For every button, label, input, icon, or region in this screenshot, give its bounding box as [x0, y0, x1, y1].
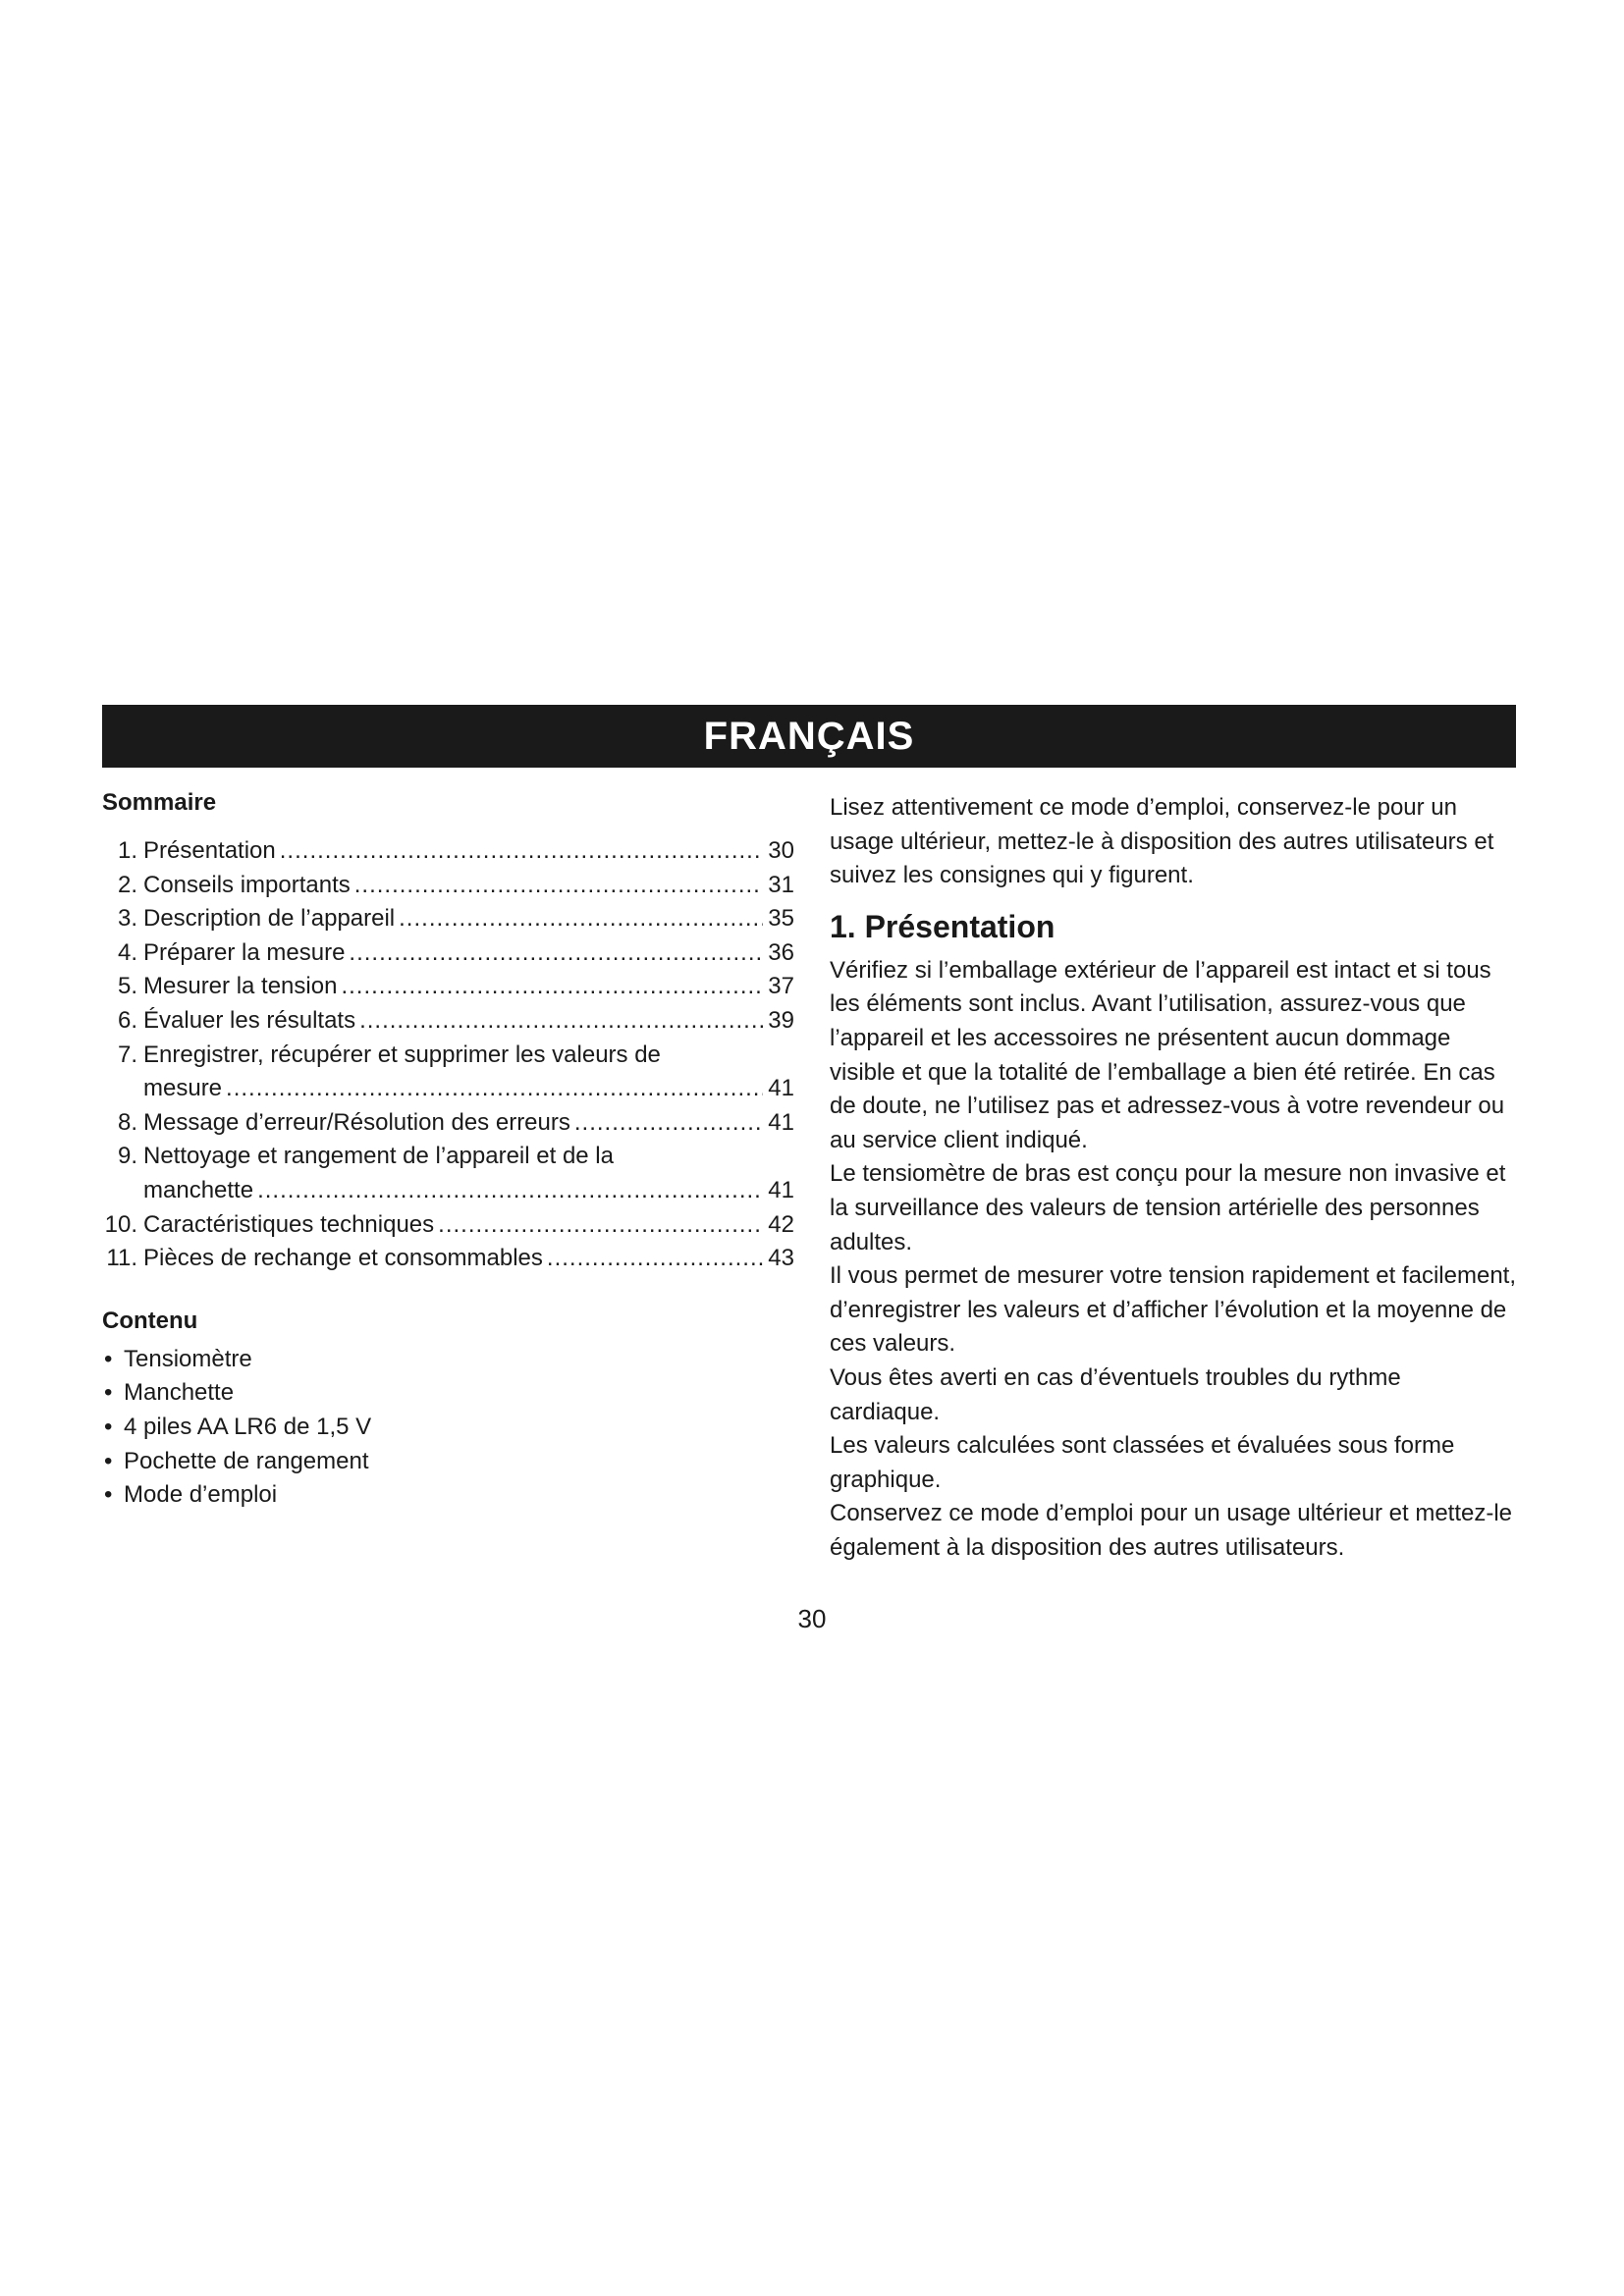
- toc-entry-title: Description de l’appareil: [143, 905, 396, 933]
- toc-dot-leader: [354, 869, 763, 903]
- toc-entry: [102, 1208, 794, 1243]
- toc-entry: [102, 869, 794, 903]
- toc-entry: [102, 902, 794, 936]
- toc-entry-number: 6.: [117, 1006, 137, 1034]
- toc-entry: [102, 970, 794, 1004]
- page-number: 30: [797, 1604, 827, 1633]
- toc-dot-leader: [226, 1072, 763, 1106]
- toc-entry-title: manchette: [143, 1176, 254, 1203]
- left-column: [102, 785, 794, 1513]
- toc-dot-leader: [438, 1208, 763, 1243]
- toc-entry: [102, 1140, 794, 1207]
- section-body: [830, 954, 1517, 1566]
- toc-dot-leader: [399, 902, 763, 936]
- language-banner: [102, 705, 1516, 768]
- toc-entry-number: 1.: [117, 837, 137, 864]
- contents-heading: Contenu: [102, 1307, 198, 1334]
- toc-entry-page: 31: [768, 871, 794, 898]
- banner-title: FRANÇAIS: [703, 714, 915, 758]
- toc-dot-leader: [359, 1004, 763, 1039]
- toc-entry-page: 39: [768, 1006, 794, 1034]
- toc-entry-title: Présentation: [143, 837, 276, 864]
- body-paragraph: Vous êtes averti en cas d’éventuels troubles du rythme cardiaque.: [830, 1363, 1401, 1425]
- toc-entry-page: 35: [768, 905, 794, 933]
- toc-entry-page: 41: [768, 1075, 794, 1102]
- toc-entry: [102, 936, 794, 971]
- toc-dot-leader: [341, 970, 763, 1004]
- toc-entry: [102, 834, 794, 869]
- toc-entry: [102, 1106, 794, 1141]
- right-column: [830, 791, 1517, 1565]
- toc-entry-number: 9.: [117, 1143, 137, 1170]
- toc-entry-title: Évaluer les résultats: [143, 1006, 356, 1034]
- body-paragraph: Le tensiomètre de bras est conçu pour la mesure non invasive et la surveillance des valeurs de tension artérielle des personnes adultes.: [830, 1160, 1506, 1255]
- toc-dot-leader: [280, 834, 763, 869]
- toc-entry-number: 2.: [117, 871, 137, 898]
- toc-entry-title-line: Enregistrer, récupérer et supprimer les valeurs de: [143, 1041, 661, 1068]
- toc-entry-number: 8.: [117, 1108, 137, 1136]
- toc-entry-title: Pièces de rechange et consommables: [143, 1245, 543, 1272]
- list-item: • Mode d’emploi: [102, 1478, 794, 1513]
- table-of-contents: [102, 834, 794, 1276]
- toc-dot-leader: [257, 1174, 763, 1208]
- toc-entry-number: 4.: [117, 938, 137, 966]
- list-item: • 4 piles AA LR6 de 1,5 V: [102, 1411, 794, 1445]
- toc-entry-number: 5.: [117, 973, 137, 1000]
- toc-entry-title: Préparer la mesure: [143, 938, 346, 966]
- toc-entry-number: 7.: [117, 1041, 137, 1068]
- section-title: 1. Présentation: [830, 908, 1056, 944]
- toc-dot-leader: [574, 1106, 763, 1141]
- toc-entry: [102, 1039, 794, 1106]
- body-paragraph: Vérifiez si l’emballage extérieur de l’appareil est intact et si tous les éléments sont inclus. Avant l’utilisation, assurez-vous que l’appareil et les accessoires ne présentent aucun dommage visible et que la totalité de l’emballage a bien été retirée. En cas de doute, ne l’utilisez pas et adressez-vous à votre revendeur ou au service client indiqué.: [830, 956, 1505, 1153]
- package-contents-list: [102, 1343, 794, 1513]
- toc-entry-number: 10.: [104, 1210, 137, 1238]
- toc-entry-page: 41: [768, 1108, 794, 1136]
- toc-entry: [102, 1004, 794, 1039]
- toc-entry-page: 36: [768, 938, 794, 966]
- toc-entry-title: Message d’erreur/Résolution des erreurs: [143, 1108, 570, 1136]
- toc-entry-number: 3.: [117, 905, 137, 933]
- toc-entry-title: Mesurer la tension: [143, 973, 338, 1000]
- body-paragraph: Conservez ce mode d’emploi pour un usage ultérieur et mettez-le également à la disposition des autres utilisateurs.: [830, 1500, 1513, 1561]
- toc-dot-leader: [349, 936, 763, 971]
- toc-entry-title: mesure: [143, 1075, 223, 1102]
- toc-dot-leader: [547, 1242, 763, 1276]
- toc-entry-title-line: Nettoyage et rangement de l’appareil et de la: [143, 1143, 614, 1170]
- toc-entry-page: 30: [768, 837, 794, 864]
- list-item: • Tensiomètre: [102, 1343, 794, 1377]
- toc-entry-title: Conseils importants: [143, 871, 351, 898]
- toc-entry-page: 41: [768, 1176, 794, 1203]
- toc-entry-page: 43: [768, 1245, 794, 1272]
- intro-paragraph: Lisez attentivement ce mode d’emploi, conservez-le pour un usage ultérieur, mettez-le à disposition des autres utilisateurs et suivez les consignes qui y figurent.: [830, 794, 1494, 889]
- toc-entry-title: Caractéristiques techniques: [143, 1210, 435, 1238]
- toc-entry-page: 42: [768, 1210, 794, 1238]
- toc-heading: Sommaire: [102, 789, 217, 816]
- toc-entry-page: 37: [768, 973, 794, 1000]
- toc-entry: [102, 1242, 794, 1276]
- body-paragraph: Les valeurs calculées sont classées et évaluées sous forme graphique.: [830, 1432, 1455, 1493]
- toc-entry-number: 11.: [106, 1245, 137, 1272]
- body-paragraph: Il vous permet de mesurer votre tension rapidement et facilement, d’enregistrer les valeurs et d’afficher l’évolution et la moyenne de ces valeurs.: [830, 1262, 1516, 1358]
- list-item: • Pochette de rangement: [102, 1445, 794, 1479]
- list-item: • Manchette: [102, 1376, 794, 1411]
